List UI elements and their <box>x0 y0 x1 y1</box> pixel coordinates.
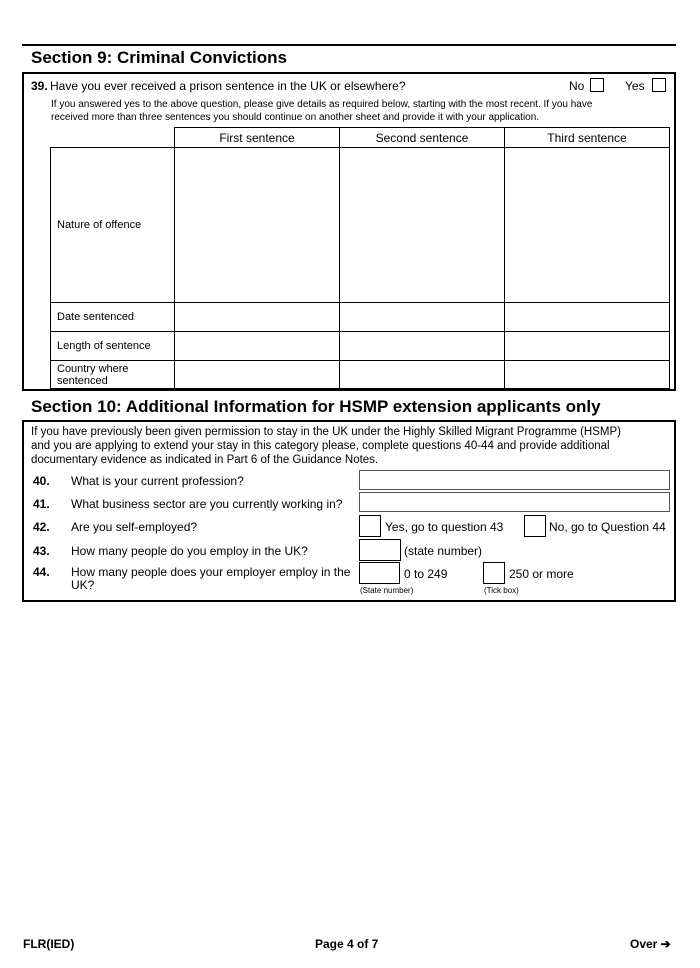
q44-tick-box[interactable] <box>483 562 505 584</box>
top-rule <box>22 44 676 46</box>
q43-text: How many people do you employ in the UK? <box>71 544 308 558</box>
q44-state-number-input[interactable] <box>359 562 400 584</box>
q40-number: 40. <box>33 474 50 488</box>
q44-note-state-number: (State number) <box>360 586 414 595</box>
sentences-table <box>50 127 670 389</box>
country-third-field[interactable] <box>505 361 670 389</box>
q41-business-sector-input[interactable] <box>359 492 670 512</box>
row-date-sentenced <box>51 303 670 332</box>
nature-first-field[interactable] <box>175 148 340 303</box>
date-second-field[interactable] <box>340 303 505 332</box>
section-10-title: Section 10: Additional Information for HSMP extension applicants only <box>31 397 601 416</box>
label-country-sentenced <box>51 361 175 389</box>
label-length-of-sentence: Length of sentence <box>51 332 175 361</box>
q39-number: 39. <box>31 79 48 93</box>
q44-text-line2: UK? <box>71 578 95 592</box>
q41-number: 41. <box>33 497 50 511</box>
q39-no-checkbox[interactable] <box>590 78 604 92</box>
q39-yes-label: Yes <box>625 79 645 93</box>
nature-second-field[interactable] <box>340 148 505 303</box>
section-10-intro-line2: and you are applying to extend your stay in this category please, complete questions 40-44 and provide additional <box>31 440 610 452</box>
row-nature-of-offence <box>51 148 670 303</box>
q43-number: 43. <box>33 544 50 558</box>
section-10-intro-line3: documentary evidence as indicated in Part 6 of the Guidance Notes. <box>31 454 379 466</box>
q44-note-tick-box: (Tick box) <box>484 586 519 595</box>
q44-text-line1: How many people does your employer employ in the <box>71 565 351 579</box>
country-first-field[interactable] <box>175 361 340 389</box>
col-second-sentence: Second sentence <box>340 128 505 148</box>
label-nature-of-offence: Nature of offence <box>51 148 175 303</box>
label-date-sentenced: Date sentenced <box>51 303 175 332</box>
q39-text: Have you ever received a prison sentence in the UK or elsewhere? <box>50 79 406 93</box>
q42-no-checkbox[interactable] <box>524 515 546 537</box>
header-blank-cell <box>51 128 175 148</box>
length-third-field[interactable] <box>505 332 670 361</box>
label-country-line1: Country where <box>57 362 129 375</box>
q42-yes-checkbox[interactable] <box>359 515 381 537</box>
date-third-field[interactable] <box>505 303 670 332</box>
q41-text: What business sector are you currently working in? <box>71 497 343 511</box>
q39-no-label: No <box>569 79 585 93</box>
length-first-field[interactable] <box>175 332 340 361</box>
q39-yes-checkbox[interactable] <box>652 78 666 92</box>
q40-text: What is your current profession? <box>71 474 244 488</box>
footer-over: Over ➔ <box>630 937 671 951</box>
q44-number: 44. <box>33 565 50 579</box>
sentences-header-row <box>51 128 670 148</box>
section-10-intro-line1: If you have previously been given permission to stay in the UK under the Highly Skilled Migrant Programme (HSMP) <box>31 426 621 438</box>
section-9-title: Section 9: Criminal Convictions <box>31 48 287 67</box>
nature-third-field[interactable] <box>505 148 670 303</box>
length-second-field[interactable] <box>340 332 505 361</box>
col-third-sentence: Third sentence <box>505 128 670 148</box>
q43-number-input[interactable] <box>359 539 401 561</box>
q40-profession-input[interactable] <box>359 470 670 490</box>
country-second-field[interactable] <box>340 361 505 389</box>
q42-text: Are you self-employed? <box>71 520 198 534</box>
col-first-sentence: First sentence <box>175 128 340 148</box>
date-first-field[interactable] <box>175 303 340 332</box>
q39-instructions-line2: received more than three sentences you should continue on another sheet and provide it with your application. <box>51 112 540 123</box>
q43-hint: (state number) <box>404 544 483 558</box>
q44-option1-label: 0 to 249 <box>404 567 448 581</box>
q42-number: 42. <box>33 520 50 534</box>
row-country-sentenced <box>51 361 670 389</box>
q42-no-label: No, go to Question 44 <box>549 520 666 534</box>
q39-instructions-line1: If you answered yes to the above question, please give details as required below, starting with the most recent. If you have <box>51 99 593 110</box>
q42-yes-label: Yes, go to question 43 <box>385 520 504 534</box>
row-length-of-sentence <box>51 332 670 361</box>
footer-page-number: Page 4 of 7 <box>315 937 379 951</box>
q44-option2-label: 250 or more <box>509 567 574 581</box>
footer-form-code: FLR(IED) <box>23 937 75 951</box>
label-country-line2: sentenced <box>57 374 108 387</box>
